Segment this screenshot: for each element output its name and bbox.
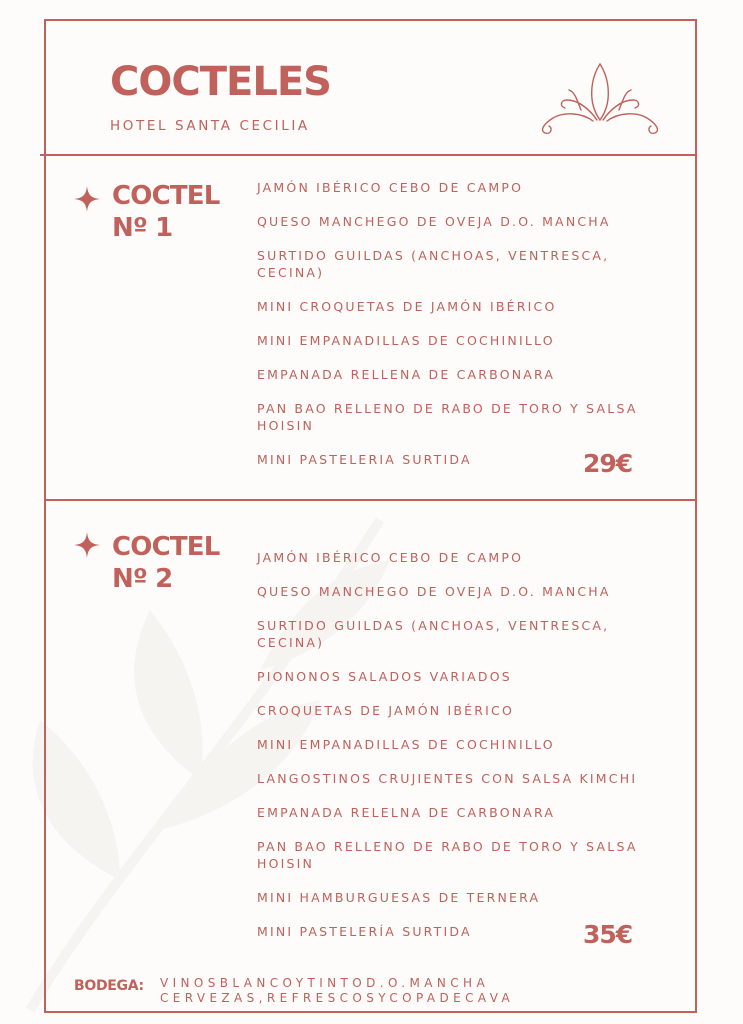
list-item: JAMÓN IBÉRICO CEBO DE CAMPO [257,550,524,565]
lotus-ornament-icon [535,60,665,140]
coctel-1-price: 29€ [583,449,633,478]
list-item: MINI HAMBURGUESAS DE TERNERA [257,890,541,905]
section-number: Nº 1 [112,213,173,243]
coctel-1-item-list [257,179,667,485]
list-item: EMPANADA RELELNA DE CARBONARA [257,805,556,820]
list-item: LANGOSTINOS CRUJIENTES CON SALSA KIMCHI [257,771,638,786]
list-item: PIONONOS SALADOS VARIADOS [257,669,512,684]
list-item: PAN BAO RELLENO DE RABO DE TORO Y SALSA HOISIN [257,401,638,433]
page-title: COCTELES [110,59,331,105]
list-item: SURTIDO GUILDAS (ANCHOAS, VENTRESCA, CECINA) [257,248,610,280]
list-item: MINI CROQUETAS DE JAMÓN IBÉRICO [257,299,557,314]
sparkle-star-icon [74,186,100,212]
section-divider [44,499,697,501]
page-subtitle: HOTEL SANTA CECILIA [110,118,310,134]
list-item: MINI PASTELERÍA SURTIDA [257,924,472,939]
list-item: QUESO MANCHEGO DE OVEJA D.O. MANCHA [257,214,611,229]
section-title-line: COCTEL [112,532,220,562]
list-item: EMPANADA RELLENA DE CARBONARA [257,367,556,382]
section-title-coctel-1 [112,180,220,244]
list-item: QUESO MANCHEGO DE OVEJA D.O. MANCHA [257,584,611,599]
header-divider [40,154,695,156]
list-item: MINI EMPANADILLAS DE COCHINILLO [257,737,555,752]
list-item: MINI EMPANADILLAS DE COCHINILLO [257,333,555,348]
list-item: SURTIDO GUILDAS (ANCHOAS, VENTRESCA, CECINA) [257,618,610,650]
coctel-2-price: 35€ [583,920,633,949]
list-item: MINI PASTELERIA SURTIDA [257,452,472,467]
coctel-2-item-list [257,549,667,957]
bodega-line-wines: VINOSBLANCOYTINTOD.O.MANCHA [160,976,490,990]
list-item: CROQUETAS DE JAMÓN IBÉRICO [257,703,515,718]
section-number: Nº 2 [112,564,173,594]
sparkle-star-icon [74,532,100,558]
bodega-info [160,976,514,1006]
bodega-line-drinks: CERVEZAS,REFRESCOSYCOPADECAVA [160,991,515,1005]
section-title-coctel-2 [112,531,220,595]
list-item: JAMÓN IBÉRICO CEBO DE CAMPO [257,180,524,195]
list-item: PAN BAO RELLENO DE RABO DE TORO Y SALSA HOISIN [257,839,638,871]
section-title-line: COCTEL [112,181,220,211]
bodega-label: BODEGA: [74,978,144,994]
